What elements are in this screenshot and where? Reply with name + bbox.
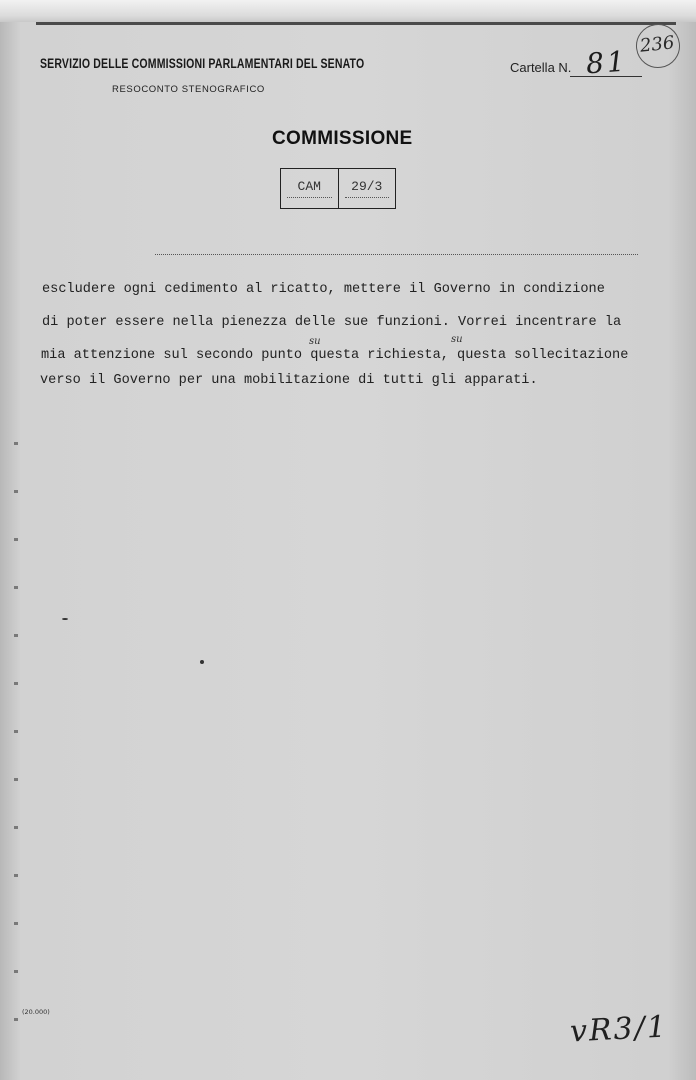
box-dotted-line <box>345 197 390 198</box>
box-dotted-line <box>287 197 332 198</box>
reference-boxes <box>280 168 396 209</box>
reference-box-left <box>281 169 338 208</box>
handwritten-initials: vR3/1 <box>569 1009 669 1050</box>
transcript-line <box>41 334 641 367</box>
handwritten-insert: su <box>309 336 321 347</box>
transcript-line-text: mia attenzione sul secondo punto questa richiesta, questa sollecitazione <box>41 348 629 363</box>
folder-label: Cartella N. <box>510 60 572 75</box>
section-heading: COMMISSIONE <box>272 128 413 149</box>
transcript-line: escludere ogni cedimento al ricatto, mettere il Governo in condizione <box>42 282 605 297</box>
transcript-line: verso il Governo per una mobilitazione di tutti gli apparati. <box>40 373 538 388</box>
page-top-edge <box>0 0 696 22</box>
transcript-body <box>40 278 642 388</box>
document-subtitle: RESOCONTO STENOGRAFICO <box>112 84 265 95</box>
header-rule <box>36 22 676 25</box>
reference-code: CAM <box>297 179 321 194</box>
reference-date: 29/3 <box>351 179 383 194</box>
scan-edge-marks <box>14 420 18 1040</box>
organization-title: SERVIZIO DELLE COMMISSIONI PARLAMENTARI DEL SENATO <box>40 56 365 71</box>
reference-box-right <box>338 169 396 208</box>
paper-speck <box>62 618 68 620</box>
print-run-stamp: (20.000) <box>22 1008 50 1016</box>
paper-speck <box>200 660 204 664</box>
folder-number: 81 <box>584 44 629 81</box>
page-number: 236 <box>638 32 676 57</box>
transcript-line: di poter essere nella pienezza delle sue funzioni. Vorrei incentrare la <box>42 315 622 330</box>
dotted-separator <box>155 254 638 255</box>
handwritten-insert: su <box>451 334 463 345</box>
